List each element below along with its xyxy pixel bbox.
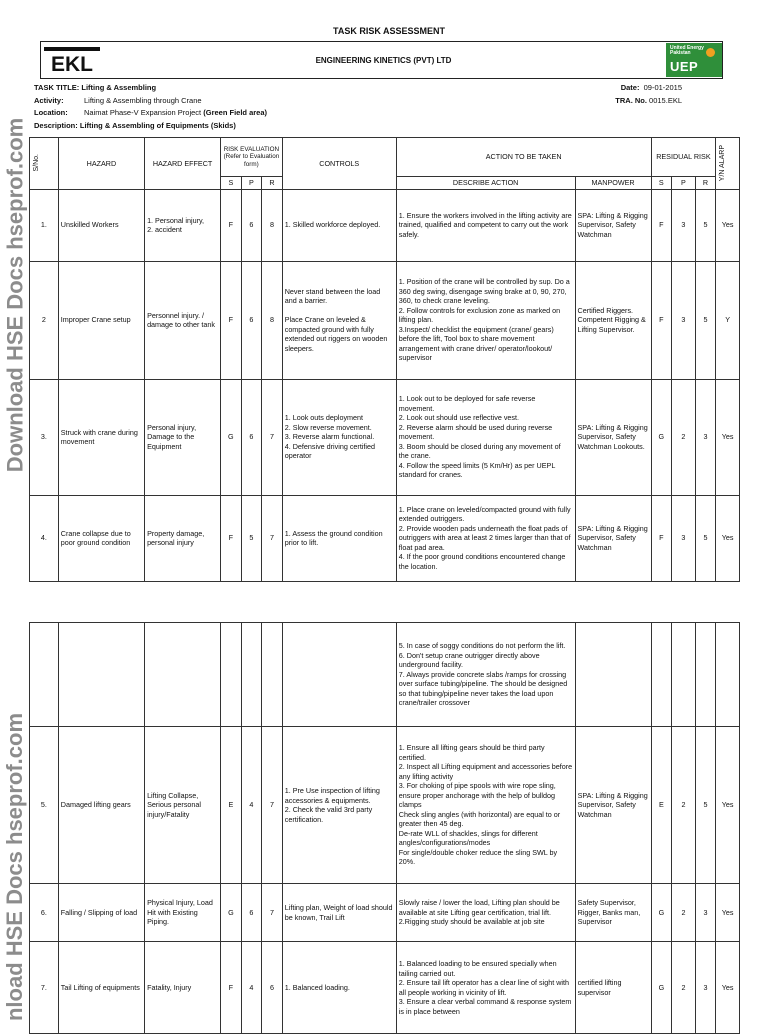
cell-action: 1. Ensure all lifting gears should be third party certified. 2. Inspect all Lifting equipment and accessories before any lifting activity 3. For choking of pipe spools with wire rope sling, ensure proper anchorage with the help of bulldog clamps Check sling angles (with horizontal) are equal to or greater then 45 deg. De-rate WLL of shackles, slings for different angles/configurations/modes For single/double choker reduce the sling SWL by 20%. [396, 727, 575, 884]
cell-effect: 1. Personal injury, 2. accident [145, 189, 221, 261]
watermark-lower: nload HSE Docs hseprof.com [2, 712, 27, 1022]
cell-rs [651, 623, 672, 727]
cell-manpower: Certified Riggers. Competent Rigging & Lifting Supervisor. [575, 261, 651, 379]
cell-controls: 1. Skilled workforce deployed. [282, 189, 396, 261]
cell-rs: G [651, 884, 672, 942]
cell-rs: F [651, 261, 672, 379]
cell-r: 6 [262, 942, 283, 1034]
cell-rr: 3 [695, 379, 716, 495]
cell-controls: 1. Look outs deployment 2. Slow reverse movement. 3. Reverse alarm functional. 4. Defensive driving certified operator [282, 379, 396, 495]
header-describe: DESCRIBE ACTION [396, 177, 575, 190]
header-r: R [262, 177, 283, 190]
header-action: ACTION TO BE TAKEN [396, 138, 651, 177]
header-p: P [241, 177, 262, 190]
table-row [30, 379, 740, 495]
cell-effect [145, 623, 221, 727]
cell-manpower: SPA: Lifting & Rigging Supervisor, Safety Watchman [575, 727, 651, 884]
table1-body [30, 189, 740, 581]
cell-action: Slowly raise / lower the load, Lifting plan should be available at site Lifting gear certification, trial lift. 2.Rigging study should be available at job site [396, 884, 575, 942]
cell-s: F [221, 189, 242, 261]
date-field: Date: 09-01-2015 [620, 83, 682, 92]
cell-rr: 3 [695, 942, 716, 1034]
cell-yn: Yes [716, 495, 740, 581]
cell-action: 1. Balanced loading to be ensured specially when tailing carried out. 2. Ensure tail lift operator has a clear line of sight with all people working in vicinity of lift. 3. Ensure a clear verbal command & response system is in place between [396, 942, 575, 1034]
cell-sno: 6. [30, 884, 59, 942]
activity-label: Activity: [34, 95, 64, 105]
cell-effect: Physical Injury, Load Hit with Existing Piping. [145, 884, 221, 942]
cell-p: 5 [241, 495, 262, 581]
task-title-label: TASK TITLE: [34, 83, 80, 92]
cell-sno: 1. [30, 189, 59, 261]
cell-yn [716, 623, 740, 727]
description-value: Lifting & Assembling of Equipments (Skids) [79, 120, 236, 130]
table2-body [30, 623, 740, 1034]
header-hazard: HAZARD [58, 138, 144, 190]
cell-rp: 2 [672, 727, 696, 884]
cell-yn: Yes [716, 942, 740, 1034]
cell-manpower: Safety Supervisor, Rigger, Banks man, Supervisor [575, 884, 651, 942]
cell-hazard [58, 623, 144, 727]
activity-value: Lifting & Assembling through Crane [84, 95, 202, 105]
table-row [30, 495, 740, 581]
cell-action: 1. Look out to be deployed for safe reverse movement. 2. Look out should use reflective vest. 2. Reverse alarm should be used during reverse movement. 3. Boom should be closed during any movement of the crane. 4. Follow the speed limits (5 Km/Hr) as per UEPL standard for cranes. [396, 379, 575, 495]
header-controls: CONTROLS [282, 138, 396, 190]
cell-yn: Y [716, 261, 740, 379]
table-row [30, 189, 740, 261]
cell-yn: Yes [716, 727, 740, 884]
cell-s: F [221, 261, 242, 379]
cell-controls: 1. Balanced loading. [282, 942, 396, 1034]
cell-rr: 3 [695, 884, 716, 942]
header-hazard-effect: HAZARD EFFECT [145, 138, 221, 190]
header-yn: Y/N ALARP [716, 138, 740, 190]
header-rs: S [651, 177, 672, 190]
cell-rp: 2 [672, 942, 696, 1034]
tra-number: TRA. No. 0015.EKL [615, 95, 682, 105]
description-label: Description: [34, 120, 78, 130]
cell-p: 6 [241, 189, 262, 261]
header-risk-eval: RISK EVALUATION (Refer to Evaluation form) [221, 138, 283, 177]
cell-action: 1. Position of the crane will be controlled by sup. Do a 360 deg swing, disengage swing brake at 0, 90, 270, 360, to check crane leveling. 2. Follow controls for exclusion zone as marked on lifting plan. 3.Inspect/ checklist the equipment (crane/ gears) before the lift, Tool box to share movement arrangement with crane driver/ operator/lookout/ supervisor [396, 261, 575, 379]
table-row [30, 884, 740, 942]
cell-sno: 2 [30, 261, 59, 379]
cell-rr: 5 [695, 189, 716, 261]
uep-logo-small: United Energy Pakistan [670, 45, 704, 56]
header-sno: S/No. [30, 138, 59, 190]
cell-action: 1. Ensure the workers involved in the lifting activity are trained, qualified and competent to carry out the work safely. [396, 189, 575, 261]
cell-manpower: SPA: Lifting & Rigging Supervisor, Safety Watchman [575, 189, 651, 261]
cell-p: 6 [241, 884, 262, 942]
cell-rs: G [651, 942, 672, 1034]
task-meta [34, 82, 742, 132]
cell-rp: 3 [672, 261, 696, 379]
cell-hazard: Tail Lifting of equipments [58, 942, 144, 1034]
watermark: Download HSE Docs hseprof.com [2, 117, 27, 473]
cell-controls [282, 623, 396, 727]
risk-table-page2 [29, 622, 740, 1034]
company-name: ENGINEERING KINETICS (PVT) LTD [315, 55, 452, 65]
cell-p: 4 [241, 727, 262, 884]
cell-r: 7 [262, 379, 283, 495]
cell-r: 8 [262, 261, 283, 379]
cell-action: 5. In case of soggy conditions do not perform the lift. 6. Don't setup crane outrigger directly above underground facility. 7. Always provide concrete slabs /ramps for crossing over surface tubing/pipeline. The should be designed so that tubing/pipeline never takes the load upon crane/trailer crossover [396, 623, 575, 727]
cell-sno: 3. [30, 379, 59, 495]
risk-table-page1 [29, 137, 740, 582]
location-value: Naimat Phase-V Expansion Project (Green Field area) [84, 108, 268, 117]
cell-hazard: Struck with crane during movement [58, 379, 144, 495]
cell-hazard: Unskilled Workers [58, 189, 144, 261]
header-rr: R [695, 177, 716, 190]
cell-rp [672, 623, 696, 727]
cell-p [241, 623, 262, 727]
cell-p: 6 [241, 261, 262, 379]
cell-s: G [221, 884, 242, 942]
header-s: S [221, 177, 242, 190]
cell-s: F [221, 495, 242, 581]
cell-hazard: Improper Crane setup [58, 261, 144, 379]
cell-rs: F [651, 189, 672, 261]
uep-flame-icon [706, 48, 715, 57]
table-row [30, 727, 740, 884]
cell-rs: F [651, 495, 672, 581]
cell-hazard: Falling / Slipping of load [58, 884, 144, 942]
uep-logo [666, 43, 722, 77]
cell-rr: 5 [695, 261, 716, 379]
cell-r: 7 [262, 727, 283, 884]
cell-p: 4 [241, 942, 262, 1034]
cell-effect: Fatality, Injury [145, 942, 221, 1034]
company-header [40, 41, 723, 79]
uep-logo-big: UEP [670, 59, 699, 74]
cell-rr: 5 [695, 495, 716, 581]
cell-effect: Personnel injury. / damage to other tank [145, 261, 221, 379]
cell-controls: 1. Pre Use inspection of lifting accessories & equipments. 2. Check the valid 3rd party certification. [282, 727, 396, 884]
ekl-logo [43, 46, 101, 74]
cell-sno: 4. [30, 495, 59, 581]
cell-manpower: SPA: Lifting & Rigging Supervisor, Safety Watchman [575, 495, 651, 581]
cell-hazard: Damaged lifting gears [58, 727, 144, 884]
cell-r: 8 [262, 189, 283, 261]
page-header [32, 24, 742, 130]
table-row [30, 261, 740, 379]
cell-r: 7 [262, 495, 283, 581]
cell-manpower: certified lifting supervisor [575, 942, 651, 1034]
cell-sno [30, 623, 59, 727]
table-row [30, 942, 740, 1034]
cell-rs: G [651, 379, 672, 495]
cell-manpower: SPA: Lifting & Rigging Supervisor, Safety Watchman Lookouts. [575, 379, 651, 495]
cell-s [221, 623, 242, 727]
cell-controls: Never stand between the load and a barrier. Place Crane on leveled & compacted ground with fully extended out riggers on wooden sleepers. [282, 261, 396, 379]
cell-controls: 1. Assess the ground condition prior to lift. [282, 495, 396, 581]
cell-rp: 2 [672, 884, 696, 942]
svg-text:EKL: EKL [51, 53, 93, 73]
cell-yn: Yes [716, 884, 740, 942]
cell-r: 7 [262, 884, 283, 942]
location-label: Location: [34, 108, 68, 117]
cell-rs: E [651, 727, 672, 884]
document-title: TASK RISK ASSESSMENT [332, 26, 445, 36]
cell-rp: 2 [672, 379, 696, 495]
cell-p: 6 [241, 379, 262, 495]
cell-effect: Lifting Collapse, Serious personal injury/Fatality [145, 727, 221, 884]
header-residual: RESIDUAL RISK [651, 138, 716, 177]
cell-controls: Lifting plan, Weight of load should be known, Trail Lift [282, 884, 396, 942]
cell-rr [695, 623, 716, 727]
cell-yn: Yes [716, 379, 740, 495]
cell-r [262, 623, 283, 727]
cell-effect: Personal injury, Damage to the Equipment [145, 379, 221, 495]
cell-sno: 7. [30, 942, 59, 1034]
cell-s: F [221, 942, 242, 1034]
cell-rp: 3 [672, 189, 696, 261]
header-manpower: MANPOWER [575, 177, 651, 190]
cell-hazard: Crane collapse due to poor ground condition [58, 495, 144, 581]
task-title: Lifting & Assembling [81, 83, 157, 92]
cell-rp: 3 [672, 495, 696, 581]
header-rp: P [672, 177, 696, 190]
cell-sno: 5. [30, 727, 59, 884]
cell-s: E [221, 727, 242, 884]
cell-yn: Yes [716, 189, 740, 261]
cell-rr: 5 [695, 727, 716, 884]
table-row [30, 623, 740, 727]
cell-manpower [575, 623, 651, 727]
cell-effect: Property damage, personal injury [145, 495, 221, 581]
cell-action: 1. Place crane on leveled/compacted ground with fully extended outriggers. 2. Provide wooden pads underneath the float pads of outriggers with area at least 2 times larger than that of float pad area. 4. If the poor ground conditions encountered change the location. [396, 495, 575, 581]
cell-s: G [221, 379, 242, 495]
